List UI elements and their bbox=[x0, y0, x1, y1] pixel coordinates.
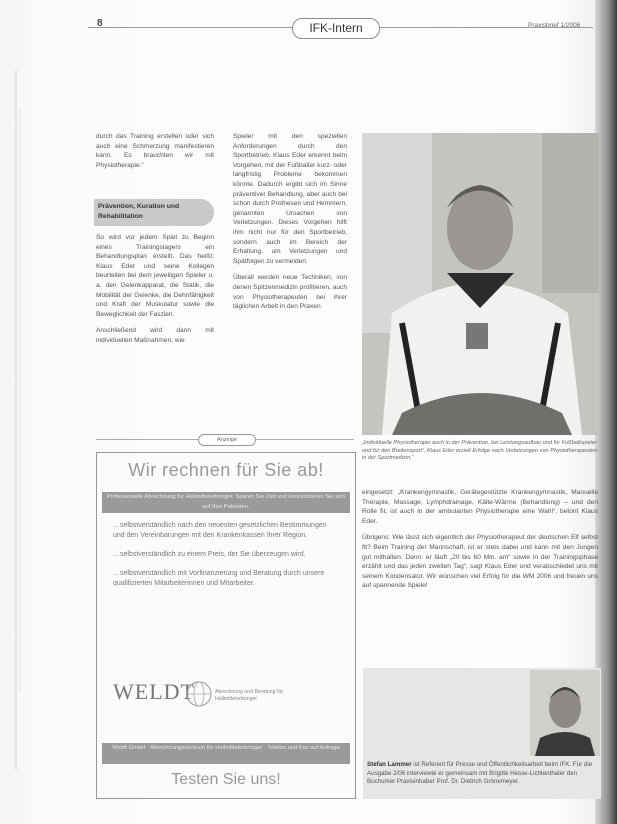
paragraph: durch das Training erstellen oder sich auch eine Schmerzung manifestieren kann. Es brauchten wir mit Physiotherapie.“ bbox=[96, 133, 214, 169]
section-subheading: Prävention, Kuration und Rehabilitation bbox=[94, 199, 214, 226]
article-column-3 bbox=[362, 488, 598, 598]
paragraph: Anschließend wird dann mit individuellen Maßnahmen, wie bbox=[96, 327, 214, 344]
author-name: Stefan Lammer bbox=[367, 761, 412, 768]
paragraph: Überall werden neue Techniken, von denen Spitzenmedizin profitieren, auch von Physiotherapeuten bei ihrer täglichen Arbeit in den Praxen bbox=[233, 274, 347, 311]
page-number: 8 bbox=[97, 18, 103, 29]
paragraph: So wird vor jedem Spiel zu Beginn eines Trainingslagers ein Behandlungsplan erstellt. Das heißt: Klaus Eder und seine Kollegen beurteilen bei dem jeweiligen Spieler u. a. den Gelenkapparat, die Statik, die Mobilität der Gelenke, die Dehnfähigkeit und Kraft der Muskulatur sowie die Beweglichkeit der Faszien. bbox=[96, 234, 214, 318]
interview-photo bbox=[362, 133, 599, 435]
section-title: IFK-Intern bbox=[292, 18, 380, 39]
list-item: …selbstverständlich nach den neuesten gesetzlichen Bestimmungen und den Vereinbarungen mit den Krankenkassen Ihrer Region. bbox=[113, 522, 327, 539]
article-column-2 bbox=[233, 132, 347, 319]
author-bio-text: ist Referent für Presse und Öffentlichkeitsarbeit beim IFK. Für die Ausgabe 2/06 interviewte er gemeinsam mit Brigitte Hesse-Lichtenthaler den Bochumer Praxisinhaber Prof. Dr. Dietrich Grönemeyer. bbox=[367, 761, 593, 786]
paragraph: eingesetzt: „Krankengymnastik, Gerätegestützte Krankengymnastik, Manuelle Therapie, Massage, Lymphdrainage, Kälte-Wärme (Behandlung) – und den Rolle fit, ist auch in der ambulanten Physiotherapie eine Wahl“, betont Klaus Eder. bbox=[362, 489, 598, 525]
ad-band-top: Professionelle Abrechnung für Heilmittelerbringer. Sparen Sie Zeit und konzentrieren Sie sich auf Ihre Patienten. bbox=[102, 492, 350, 513]
paragraph: Übrigens: Wie lässt sich eigentlich der Physiotherapeut der deutschen Elf selbst fit? Beim Training der Mannschaft, ist er stets dabei und kann mit den Jungen gut mithalten. Denn: er läuft „20 bis 60 Min. am“ sowie in der Trainingsphase erzählt und das jeden zweiten Tag“, sagt Klaus Eder und verabschiedet uns mit seinem Kondensator. Wir wünschen viel Erfolg für die WM 2006 und freuen uns auf spannende Spiele! bbox=[362, 534, 598, 590]
list-item: …selbstverständlich zu einem Preis, der Sie überzeugen wird. bbox=[113, 551, 306, 558]
list-item: …selbstverständlich mit Vorfinanzierung und Beratung durch unsere qualifizierten Mitarbeiterinnen und Mitarbeiter. bbox=[113, 570, 325, 587]
article-column-1 bbox=[96, 233, 214, 353]
ad-headline: Wir rechnen für Sie ab! bbox=[128, 460, 324, 480]
scan-margin-marks bbox=[6, 70, 26, 770]
author-photo bbox=[530, 670, 600, 756]
article-column-1-intro bbox=[96, 132, 214, 177]
photo-caption: „Individuelle Physiotherapie auch in der Prävention, bei Leistungsaufbau und für Fußballspieler und für den Breitensport“, Klaus Eder erzielt Erfolge nach Verletzungen von Physiotherapeuten in der Sportmedizin.“ bbox=[362, 440, 597, 462]
ad-call-to-action: Testen Sie uns! bbox=[171, 771, 281, 788]
weldt-logo: WELDT bbox=[113, 679, 195, 704]
weldt-tagline: Abrechnung und Beratung für Heilmittelerbringer bbox=[215, 689, 284, 702]
ad-band-bottom: Weldt GmbH · Abrechnungszentrum für Heilmittelerbringer · Telefon und Fax auf Anfrage bbox=[102, 743, 350, 764]
ad-benefits bbox=[113, 521, 339, 598]
paragraph: Spieler mit den speziellen Anforderungen durch den Sportbetrieb. Klaus Eder erkennt beim Vorgehen, mit der Fußballer kurz- oder langfristig Probleme bekommen könnte. Dadurch ergibt sich im Sinne präventiver Behandlung, aber auch bei schon durch Prothesen und Hemmern, genannten Ursachen von Verletzungen. Dieses Vorgehen hilft ihm nicht nur für den Sportbetrieb, sondern auch im Bereich der Erhaltung, um Verletzungen und Spätfolgen zu vermeiden. bbox=[233, 133, 347, 265]
ad-label: Anzeige bbox=[198, 434, 256, 446]
globe-icon bbox=[185, 679, 213, 709]
edition-label: Praxisbrief 1/2006 bbox=[528, 22, 581, 29]
advertisement bbox=[96, 452, 356, 799]
author-bio bbox=[367, 761, 597, 787]
